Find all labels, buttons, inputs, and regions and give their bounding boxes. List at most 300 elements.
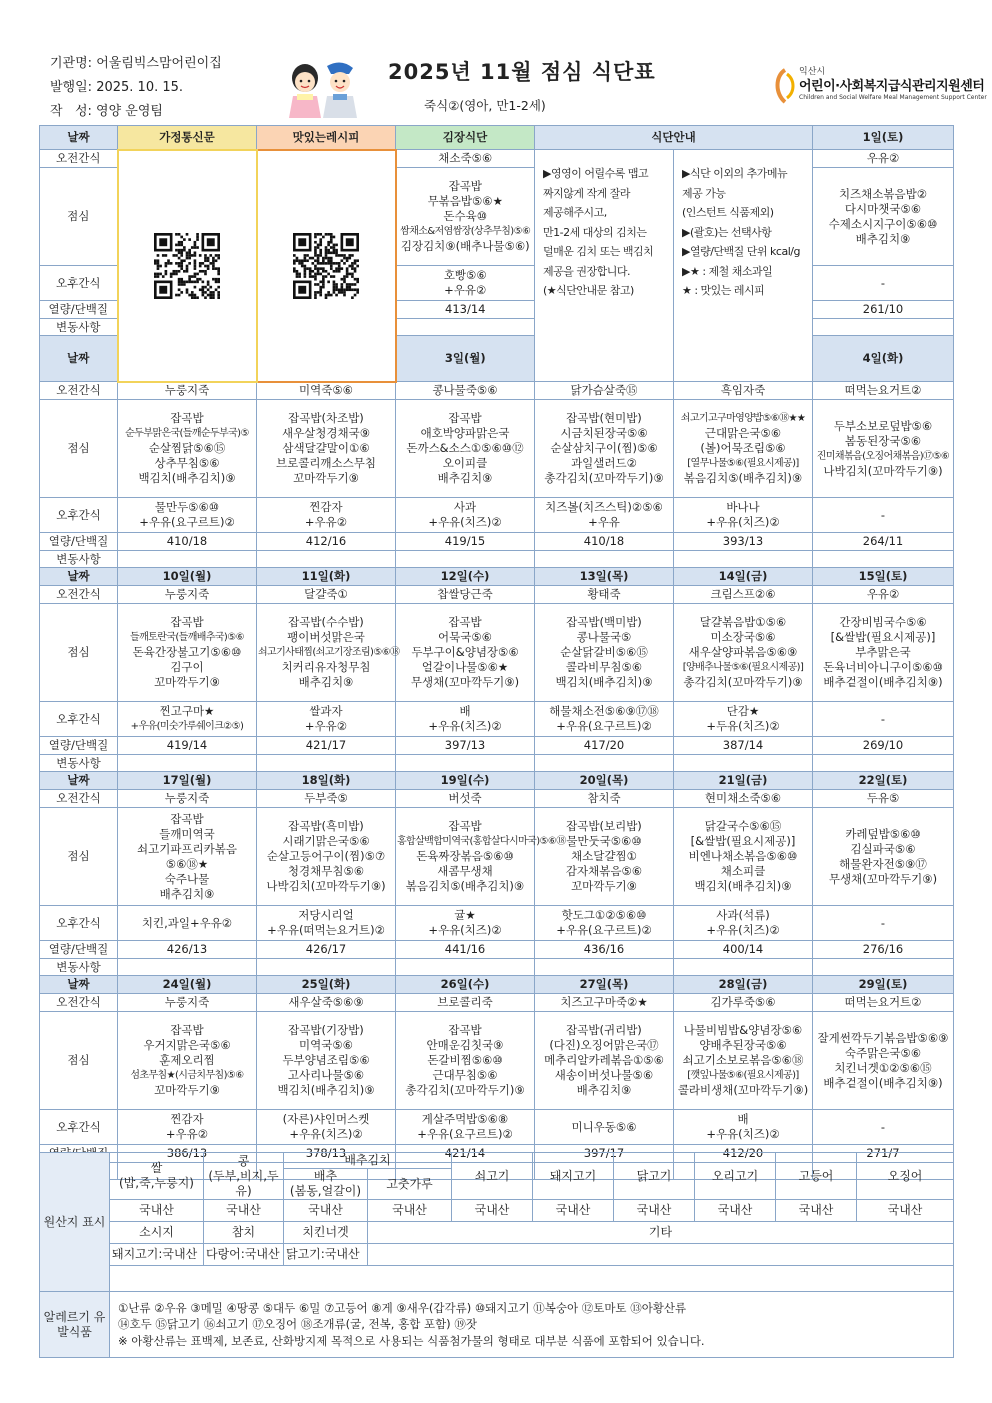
changes-label: 변동사항 <box>40 551 118 568</box>
menu-line: +우유(떠먹는요거트)② <box>267 923 385 937</box>
date-label: 날짜 <box>40 772 118 790</box>
menu-line: 해물완자전⑤⑨⑰ <box>839 856 927 871</box>
lunch-cell <box>118 808 257 906</box>
logo-name: 어린이·사회복지급식관리지원센터 <box>799 79 985 94</box>
menu-line: 감자채볶음⑤⑥ <box>565 864 643 878</box>
menu-table <box>39 125 954 1180</box>
day-header: 19일(수) <box>396 772 535 790</box>
menu-line: 상추무침⑤⑥ <box>154 456 220 470</box>
pm-snack-cell <box>813 702 954 737</box>
pm-snack-cell <box>396 498 535 533</box>
pm-snack-label: 오후간식 <box>40 498 118 533</box>
menu-line: 호빵⑤⑥ <box>443 268 487 282</box>
changes-cell <box>257 551 396 568</box>
menu-line: 배추겉절이(배추김치⑨) <box>823 1075 943 1090</box>
day-header: 17일(월) <box>118 772 257 790</box>
kcal-cell: 410/18 <box>535 533 674 551</box>
changes-cell <box>674 551 813 568</box>
menu-line: 달걀볶음밥①⑤⑥ <box>699 615 787 629</box>
issuer-info <box>50 52 222 124</box>
menu-line: 우거지맑은국⑤⑥ <box>143 1038 231 1052</box>
children-illustration-icon <box>283 56 363 120</box>
menu-line: 콜라비생채(꼬마깍두기⑨) <box>677 1083 809 1097</box>
menu-line: 잡곡밥(수수밥) <box>288 615 364 629</box>
kcal-cell: 426/13 <box>118 941 257 959</box>
recipe-qr-icon[interactable] <box>293 233 359 299</box>
menu-line: 쇠고기소보로볶음⑤⑥⑱ <box>682 1053 804 1067</box>
writer-name: 영양 운영팀 <box>96 104 163 119</box>
pm-snack-cell <box>674 906 813 941</box>
menu-line: 꼬마깍두기⑨ <box>293 471 359 485</box>
org-name: 어울림빅스맘어린이집 <box>96 56 222 71</box>
date-label: 날짜 <box>40 126 118 150</box>
menu-line: +우유(요구르트)② <box>417 1127 513 1141</box>
am-snack-cell: 김가루죽⑤⑥ <box>674 994 813 1012</box>
changes-cell <box>396 755 535 772</box>
am-snack-cell: 찹쌀당근죽 <box>396 586 535 604</box>
week-am-row <box>40 586 954 604</box>
am-snack-cell: 우유② <box>813 150 954 168</box>
org-label: 기관명: <box>50 56 93 71</box>
origin-chili: 고춧가루 <box>368 1169 452 1200</box>
menu-line: (★식단안내문 참고) <box>543 284 634 297</box>
origin-etc-value <box>368 1244 954 1266</box>
origin-bean-sub: (두부,비지,두유) <box>208 1168 279 1198</box>
menu-line: 돈수육⑩ <box>443 209 488 223</box>
lunch-cell <box>674 808 813 906</box>
am-snack-cell: 닭가슴살죽⑮ <box>535 382 674 400</box>
pm-snack-cell <box>535 906 674 941</box>
menu-line: 치즈채소볶음밥② <box>838 186 928 201</box>
menu-line: 돈갈비찜⑤⑥⑩ <box>427 1053 503 1067</box>
lunch-cell <box>118 1012 257 1110</box>
home-letter-qr-cell[interactable] <box>118 150 257 382</box>
menu-line: 순살삼치구이(찜)⑤⑥ <box>550 441 658 455</box>
menu-line: 김실파국⑤⑥ <box>850 841 916 856</box>
menu-line: 들깨토란국(들깨배추국)⑤⑥ <box>130 632 244 643</box>
am-snack-cell: 미역죽⑤⑥ <box>257 382 396 400</box>
menu-line: 미니우동⑤⑥ <box>571 1119 637 1134</box>
date-label: 날짜 <box>40 568 118 586</box>
menu-line: 백김치(배추김치)⑨ <box>138 471 236 485</box>
kcal-cell: 397/17 <box>535 1145 674 1163</box>
day-header: 21일(금) <box>674 772 813 790</box>
am-snack-label: 오전간식 <box>40 150 118 168</box>
menu-line: 김장김치⑨(배추나물⑤⑥) <box>400 239 530 253</box>
menu-line: 부추맑은국 <box>855 645 911 659</box>
menu-line: +우유② <box>304 719 348 733</box>
center-logo <box>773 64 987 112</box>
day-header: 18일(화) <box>257 772 396 790</box>
week-am-row <box>40 994 954 1012</box>
origin-sausage: 소시지 <box>110 1222 204 1244</box>
origin-mackerel: 고등어 <box>776 1153 857 1200</box>
menu-line: 만1-2세 대상의 김치는 <box>543 225 647 239</box>
week-lunch-row <box>40 604 954 702</box>
menu-line: 섬초무침★(시금치무침)⑤⑥ <box>130 1070 244 1081</box>
pm-snack-cell <box>813 1110 954 1145</box>
origin-bean-name: 콩 <box>237 1153 250 1168</box>
pm-snack-cell <box>118 498 257 533</box>
menu-line: +우유 <box>588 515 620 529</box>
pm-snack-cell <box>813 906 954 941</box>
menu-line: 오이피클 <box>442 456 488 470</box>
week-kcal-row <box>40 533 954 551</box>
menu-line: 배 <box>459 704 471 718</box>
am-snack-cell: 치즈고구마죽②★ <box>535 994 674 1012</box>
menu-line: 쇠고기사태찜(쇠고기장조림)⑤⑥⑱ <box>258 647 400 658</box>
menu-line: 쌈채소&저염쌈장(상추무침)⑤⑥ <box>400 226 531 237</box>
origin-tuna: 참치 <box>204 1222 284 1244</box>
origin-value: 국내산 <box>452 1200 533 1222</box>
menu-line: 쌀과자 <box>309 704 343 718</box>
origin-value: 국내산 <box>614 1200 695 1222</box>
menu-line: 총각김치(꼬마깍두기)⑨ <box>683 675 803 689</box>
kcal-cell: 269/10 <box>813 737 954 755</box>
lunch-cell <box>257 400 396 498</box>
day-header: 26일(수) <box>396 976 535 994</box>
lunch-cell <box>118 400 257 498</box>
menu-line: +우유(치즈)② <box>289 1127 363 1141</box>
menu-line: 다시마챗국⑤⑥ <box>844 201 922 216</box>
menu-line: 브로콜리깨소스무침 <box>276 456 376 470</box>
menu-line: 두부양념조림⑤⑥ <box>282 1053 370 1067</box>
kcal-cell: 412/20 <box>674 1145 813 1163</box>
menu-line: 잡곡밥 <box>448 615 482 629</box>
week-lunch-row <box>40 1012 954 1110</box>
menu-line: 백김치(배추김치)⑨ <box>694 879 792 893</box>
pm-snack-cell <box>257 906 396 941</box>
origin-value: 국내산 <box>110 1200 204 1222</box>
menu-line: 해물채소전⑤⑥⑨⑰⑱ <box>549 704 659 718</box>
menu-line: +우유② <box>304 515 348 529</box>
origin-kimchi: 배추김치 <box>284 1153 452 1169</box>
menu-line: +우유② <box>165 1127 209 1141</box>
origin-beef: 쇠고기 <box>452 1153 533 1200</box>
allergy-line-2: ⑭호두 ⑮닭고기 ⑯쇠고기 ⑰오징어 ⑱조개류(굴, 전복, 홍합 포함) ⑲잣 <box>118 1317 477 1332</box>
pm-snack-cell <box>813 498 954 533</box>
center-logo-icon <box>773 68 797 104</box>
day-header: 15일(토) <box>813 568 954 586</box>
lunch-cell <box>535 604 674 702</box>
allergy-line-1: ①난류 ②우유 ③메밀 ④땅콩 ⑤대두 ⑥밀 ⑦고등어 ⑧게 ⑨새우(갑각류) ⑩돼지고기 ⑪복숭아 ⑫토마토 ⑬아황산류 <box>118 1300 687 1315</box>
menu-line: 근대맑은국⑤⑥ <box>704 426 782 440</box>
day-header: 22일(토) <box>813 772 954 790</box>
menu-line: 볶음김치⑤(배추김치)⑨ <box>405 879 525 893</box>
am-snack-cell: 떠먹는요거트② <box>813 994 954 1012</box>
menu-line: 찐고구마★ <box>159 704 215 718</box>
menu-line: 잘게썬깍두기볶음밥⑤⑥⑨ <box>817 1030 949 1045</box>
week-pm-row <box>40 1110 954 1145</box>
kcal-cell: 276/16 <box>813 941 954 959</box>
menu-line: 삼색달걀말이①⑥ <box>282 441 370 455</box>
origin-rice <box>110 1153 204 1200</box>
logo-city: 익산시 <box>799 67 826 77</box>
am-snack-cell: 현미채소죽⑤⑥ <box>674 790 813 808</box>
menu-line: +우유(요구르트)② <box>556 923 652 937</box>
lunch-label: 점심 <box>40 400 118 498</box>
date-label: 날짜 <box>40 976 118 994</box>
menu-line: 잡곡밥 <box>170 811 204 826</box>
menu-line: 귤★ <box>454 908 476 922</box>
kcal-cell: 261/10 <box>813 301 954 319</box>
menu-line: 찐감자 <box>170 1112 204 1126</box>
week-am-row <box>40 790 954 808</box>
menu-line: 훈제오리찜 <box>159 1053 215 1067</box>
menu-line: 사과(석류) <box>716 908 770 922</box>
menu-line: 짜지않게 작게 잘라 <box>543 186 631 200</box>
origin-etc: 기타 <box>368 1222 954 1244</box>
menu-line: 비엔나채소볶음⑤⑥⑩ <box>688 849 798 863</box>
day-header: 4일(화) <box>813 336 954 382</box>
writer-label: 작 성: <box>50 104 92 119</box>
menu-line: 게살주먹밥⑤⑥⑧ <box>421 1112 509 1126</box>
menu-line: 미역국⑤⑥ <box>299 1038 353 1052</box>
origin-tuna-value: 다랑어:국내산 <box>204 1244 284 1266</box>
menu-line: ★ : 맛있는 레시피 <box>682 284 765 297</box>
menu-line: 쇠고기파프리카볶음⑤⑥⑱★ <box>137 841 237 871</box>
menu-line: 꼬마깍두기⑨ <box>571 879 637 893</box>
pm-snack-cell <box>674 1110 813 1145</box>
menu-line: 간장비빔국수⑤⑥ <box>839 615 927 629</box>
kcal-cell: 271/7 <box>813 1145 954 1163</box>
pm-snack-cell <box>674 702 813 737</box>
origin-nugget: 치킨너겟 <box>284 1222 368 1244</box>
menu-line: 순살고등어구이(찜)⑤⑦ <box>266 849 386 863</box>
changes-cell <box>813 551 954 568</box>
page-header <box>0 0 992 125</box>
am-snack-cell: 채소죽⑤⑥ <box>396 150 535 168</box>
changes-cell <box>813 755 954 772</box>
origin-duck: 오리고기 <box>695 1153 776 1200</box>
kcal-cell: 426/17 <box>257 941 396 959</box>
menu-line: [&쌀밥(필요시제공)] <box>690 834 796 848</box>
menu-line: 제공해주시고, <box>543 206 607 219</box>
menu-line: 배추김치⑨ <box>437 471 493 485</box>
am-snack-cell: 흑임자죽 <box>674 382 813 400</box>
menu-line: 카레덮밥⑤⑥⑩ <box>845 826 921 841</box>
week-changes-row <box>40 551 954 568</box>
lunch-cell <box>396 168 535 266</box>
menu-line: 순살찜닭⑤⑥⑮ <box>148 441 226 455</box>
menu-line: 배 <box>737 1112 749 1126</box>
lunch-cell <box>396 400 535 498</box>
day-header: 29일(토) <box>813 976 954 994</box>
menu-line: - <box>880 915 886 930</box>
menu-line: +두유(치즈)② <box>706 719 780 733</box>
recipe-qr-cell[interactable] <box>257 150 396 382</box>
menu-line: 치커리유자청무침 <box>281 660 371 674</box>
day-header: 13일(목) <box>535 568 674 586</box>
pm-snack-cell <box>396 266 535 301</box>
origin-value: 국내산 <box>533 1200 614 1222</box>
week-lunch-row <box>40 808 954 906</box>
menu-line: [&쌀밥(필요시제공)] <box>830 630 936 644</box>
menu-line: +우유(요구르트)② <box>139 515 235 529</box>
menu-line: 김구이 <box>170 660 204 674</box>
day-header: 10일(월) <box>118 568 257 586</box>
menu-line: 바나나 <box>726 500 760 514</box>
menu-line: 근대무침⑤⑥ <box>432 1068 498 1082</box>
week-pm-row <box>40 498 954 533</box>
week-am-row <box>40 382 954 400</box>
menu-line: [열무나물⑤⑥(필요시제공)] <box>687 458 799 469</box>
menu-line: 얼갈이나물⑤⑥★ <box>421 660 509 674</box>
menu-line: - <box>880 711 886 726</box>
pm-snack-cell: - <box>813 266 954 301</box>
pm-snack-label: 오후간식 <box>40 702 118 737</box>
menu-line: [깻잎나물⑤⑥(필요시제공)] <box>687 1070 799 1081</box>
menu-line: ▶★ : 제철 채소과일 <box>682 264 773 278</box>
menu-line: 채소피클 <box>720 864 766 878</box>
changes-cell <box>257 959 396 976</box>
lunch-cell <box>674 1012 813 1110</box>
am-snack-cell: 황태죽 <box>535 586 674 604</box>
kimjang-header: 김장식단 <box>396 126 535 150</box>
day-header: 3일(월) <box>396 336 535 382</box>
menu-line: 무생채(꼬마깍두기⑨) <box>828 871 938 886</box>
origin-nugget-value: 닭고기:국내산 <box>284 1244 368 1266</box>
menu-line: 양배추된장국⑤⑥ <box>699 1038 787 1052</box>
menu-line: 홍합살백합미역국(홍합살다시마국)⑤⑥⑱ <box>397 836 566 847</box>
kcal-label: 열량/단백질 <box>40 301 118 319</box>
lunch-cell <box>396 808 566 906</box>
am-snack-cell: 브로콜리죽 <box>396 994 535 1012</box>
menu-line: 새우살청경채국⑨ <box>281 426 371 440</box>
menu-line: 덜매운 김치 또는 백김치 <box>543 245 654 258</box>
changes-cell <box>396 551 535 568</box>
kcal-cell: 421/17 <box>257 737 396 755</box>
menu-line: 배추김치⑨ <box>159 886 215 901</box>
lunch-cell <box>257 808 396 906</box>
origin-blank <box>110 1266 954 1292</box>
page-subtitle: 죽식②(영아, 만1-2세) <box>424 98 546 113</box>
menu-line: 시금치된장국⑤⑥ <box>560 426 648 440</box>
lunch-cell <box>813 808 954 906</box>
menu-line: 순살닭갈비⑤⑥⑮ <box>560 645 648 659</box>
pm-snack-label: 오후간식 <box>40 266 118 301</box>
allergy-note: ※ 아황산류는 표백제, 보존료, 산화방지제 목적으로 사용되는 식품첨가물의 형태로 대부분 식품에 포함되어 있습니다. <box>118 1333 705 1348</box>
menu-line: 잡곡밥(귀리밥) <box>566 1023 642 1037</box>
lunch-cell <box>813 400 954 498</box>
menu-line: 과일샐러드② <box>571 456 637 470</box>
changes-cell <box>813 959 954 976</box>
guide-header: 식단안내 <box>535 126 813 150</box>
pm-snack-cell <box>257 702 396 737</box>
week0-date-row <box>40 126 954 150</box>
menu-line: +우유(미숫가루쉐이크②⑤) <box>130 721 244 732</box>
menu-line: 미소장국⑤⑥ <box>710 630 776 644</box>
menu-line: 잡곡밥(백미밥) <box>566 615 642 629</box>
lunch-cell <box>535 400 674 498</box>
menu-line: 배추김치⑨ <box>576 1083 632 1097</box>
menu-line: 물만둣국⑤⑥⑩ <box>566 834 642 848</box>
page-title: 2025년 11월 점심 식단표 <box>388 60 656 84</box>
menu-line: 배추겉절이(배추김치⑨) <box>823 675 943 689</box>
am-snack-cell: 콩나물죽⑤⑥ <box>396 382 535 400</box>
week-pm-row <box>40 906 954 941</box>
am-snack-cell: 크림스프②⑥ <box>674 586 813 604</box>
logo-english: Children and Social Welfare Meal Management Support Center <box>799 94 987 101</box>
menu-line: 고사리나물⑤⑥ <box>287 1068 365 1082</box>
kcal-cell: 419/15 <box>396 533 535 551</box>
menu-line: 잡곡밥 <box>448 179 482 193</box>
origin-value: 국내산 <box>368 1200 452 1222</box>
lunch-cell <box>813 168 954 266</box>
am-snack-cell: 누룽지죽 <box>118 382 257 400</box>
menu-line: 백김치(배추김치)⑨ <box>555 675 653 689</box>
pm-snack-cell <box>396 906 535 941</box>
changes-label: 변동사항 <box>40 959 118 976</box>
menu-line: (볼)어묵조림⑤⑥ <box>700 441 786 455</box>
home-letter-qr-icon[interactable] <box>154 233 220 299</box>
pm-snack-cell <box>257 1110 396 1145</box>
kcal-cell: 436/16 <box>535 941 674 959</box>
menu-line: 들깨미역국 <box>159 826 215 841</box>
week-lunch-row <box>40 400 954 498</box>
pm-snack-cell <box>396 1110 535 1145</box>
kcal-cell: 421/14 <box>396 1145 535 1163</box>
menu-line: 나박김치(꼬마깍두기⑨) <box>823 463 943 478</box>
menu-line: 배추김치⑨ <box>298 675 354 689</box>
kcal-cell: 417/20 <box>535 737 674 755</box>
menu-line: 무생채(꼬마깍두기⑨) <box>410 675 520 689</box>
day-header: 20일(목) <box>535 772 674 790</box>
pm-snack-cell <box>535 702 674 737</box>
menu-line: 돈까스&소스①⑤⑥⑩⑫ <box>406 441 524 455</box>
am-snack-label: 오전간식 <box>40 994 118 1012</box>
menu-line: +우유(치즈)② <box>706 923 780 937</box>
am-snack-cell: 두부죽⑤ <box>257 790 396 808</box>
kcal-cell: 412/16 <box>257 533 396 551</box>
kcal-cell: 441/16 <box>396 941 535 959</box>
origin-value: 국내산 <box>284 1200 368 1222</box>
origin-squid: 오징어 <box>857 1153 954 1200</box>
menu-line: 총각김치(꼬마깍두기)⑨ <box>544 471 664 485</box>
menu-line: 단감★ <box>726 704 760 718</box>
changes-cell <box>396 959 535 976</box>
am-snack-cell: 버섯죽 <box>396 790 535 808</box>
pm-snack-cell <box>118 906 257 941</box>
kcal-cell: 400/14 <box>674 941 813 959</box>
week0-am-row <box>40 150 954 168</box>
menu-line: 잡곡밥(기장밥) <box>288 1023 364 1037</box>
am-snack-cell: 누룽지죽 <box>118 586 257 604</box>
menu-line: 콩나물국⑤ <box>576 630 632 644</box>
menu-line: 순두부맑은국(들깨순두부국)⑤ <box>125 428 249 439</box>
origin-value: 국내산 <box>776 1200 857 1222</box>
am-snack-label: 오전간식 <box>40 790 118 808</box>
origin-chicken: 닭고기 <box>614 1153 695 1200</box>
am-snack-cell: 누룽지죽 <box>118 994 257 1012</box>
lunch-label: 점심 <box>40 808 118 906</box>
am-snack-label: 오전간식 <box>40 586 118 604</box>
menu-line: 잡곡밥 <box>170 615 204 629</box>
menu-line: +우유(치즈)② <box>428 719 502 733</box>
pm-snack-label: 오후간식 <box>40 906 118 941</box>
day-header: 27일(목) <box>535 976 674 994</box>
menu-line: 백김치(배추김치)⑨ <box>277 1083 375 1097</box>
lunch-cell <box>674 400 813 498</box>
menu-line: 제공 가능 <box>682 186 726 200</box>
menu-line: 잡곡밥 <box>448 411 482 425</box>
week-date-row <box>40 976 954 994</box>
week-changes-row <box>40 959 954 976</box>
kcal-cell: 410/18 <box>118 533 257 551</box>
menu-line: 볶음김치⑤(배추김치)⑨ <box>683 471 803 485</box>
menu-line: +우유(요구르트)② <box>556 719 652 733</box>
lunch-label: 점심 <box>40 1012 118 1110</box>
